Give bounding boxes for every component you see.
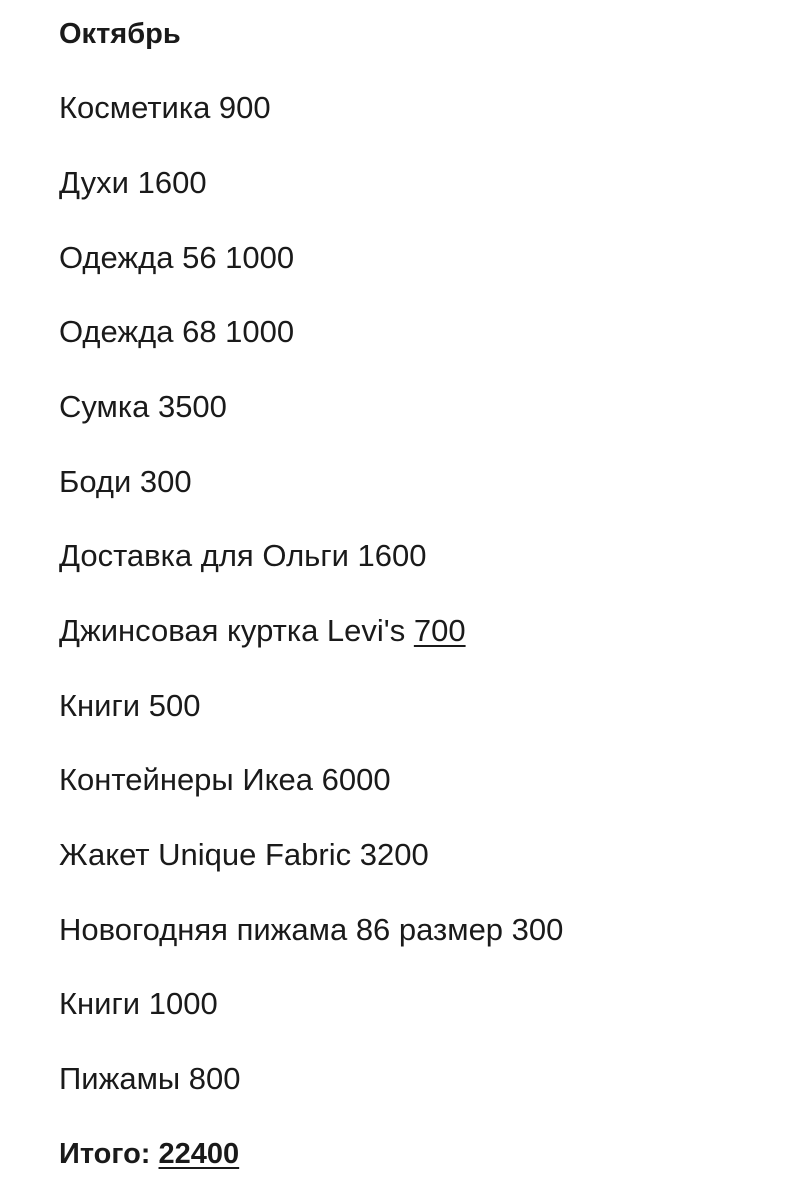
expense-item-clothes-56: Одежда 56 1000 [59, 240, 295, 275]
expense-item-bodysuit: Боди 300 [59, 464, 192, 499]
expense-item-jacket: Жакет Unique Fabric 3200 [59, 837, 429, 872]
expense-item-clothes-68: Одежда 68 1000 [59, 314, 295, 349]
expense-item-amount-link[interactable]: 700 [413, 613, 466, 648]
expense-item-label: Джинсовая куртка Levi's [59, 613, 406, 648]
expense-item-books-2: Книги 1000 [59, 986, 218, 1021]
expense-item-bag: Сумка 3500 [59, 389, 227, 424]
expense-item-containers: Контейнеры Икеа 6000 [59, 762, 391, 797]
total-line [59, 1134, 239, 1174]
total-value-link[interactable]: 22400 [158, 1138, 240, 1170]
expense-item-delivery: Доставка для Ольги 1600 [59, 538, 427, 573]
total-label: Итого: [59, 1138, 151, 1170]
expense-item-books: Книги 500 [59, 688, 201, 723]
expense-item-new-year-pajamas: Новогодняя пижама 86 размер 300 [59, 912, 564, 947]
expense-item-pajamas: Пижамы 800 [59, 1061, 241, 1096]
expense-item-denim-jacket [59, 611, 466, 651]
month-heading: Октябрь [59, 18, 181, 50]
expense-item-perfume: Духи 1600 [59, 165, 207, 200]
expense-item-cosmetics: Косметика 900 [59, 90, 271, 125]
